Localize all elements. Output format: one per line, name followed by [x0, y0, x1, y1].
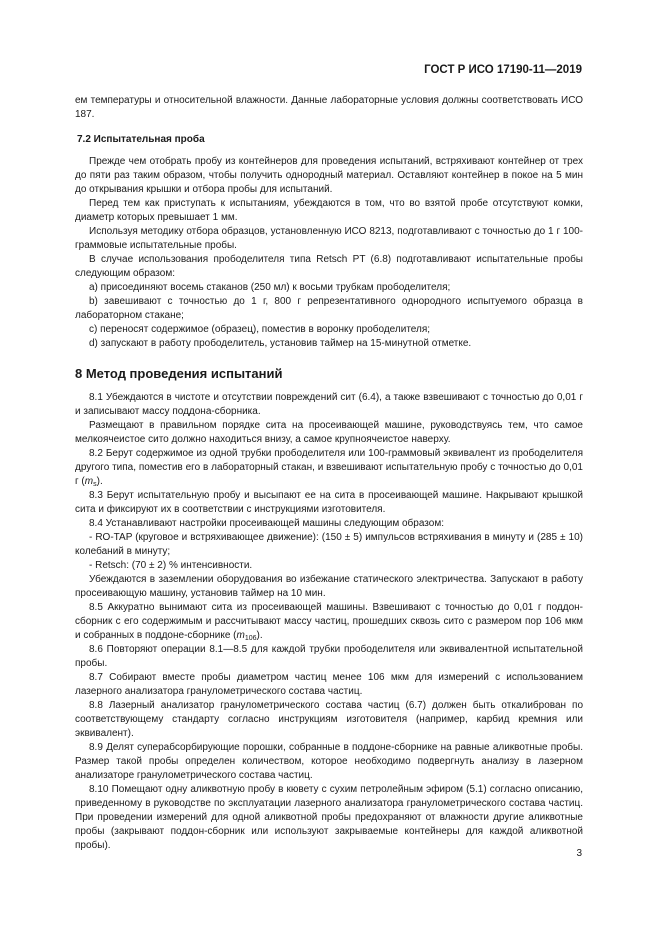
- paragraph: 8.8 Лазерный анализатор гранулометрического состава частиц (6.7) должен быть откалиброван по соответствующему стандарту согласно инструкциям изготовителя (например, карбид кремния или эквивалент).: [75, 700, 583, 739]
- document-body: [75, 94, 583, 853]
- text-run: 8.5 Аккуратно вынимают сита из просеивающей машины. Взвешивают с точностью до 0,01 г поддон-сборник с его содержимым и рассчитывают массу частиц, прошедших сквозь сито с размером пор 106 мкм и собранных в поддоне-сборнике (: [75, 602, 583, 641]
- text-run: ).: [96, 476, 103, 487]
- list-item: a) присоединяют восемь стаканов (250 мл) к восьми трубкам прободелителя;: [89, 282, 451, 293]
- paragraph: 8.3 Берут испытательную пробу и высыпают ее на сита в просеивающей машине. Накрывают крышкой сита и фиксируют их в соответствии с инструкциями изготовителя.: [75, 490, 583, 515]
- list-item: c) переносят содержимое (образец), поместив в воронку прободелителя;: [89, 324, 431, 335]
- section-heading-7-2: 7.2 Испытательная проба: [77, 134, 205, 145]
- paragraph: 8.4 Устанавливают настройки просеивающей машины следующим образом:: [89, 518, 444, 529]
- section-heading-8: 8 Метод проведения испытаний: [75, 366, 283, 381]
- text-run: ).: [256, 630, 263, 641]
- paragraph: 8.6 Повторяют операции 8.1—8.5 для каждой трубки прободелителя или эквивалентной испытательной пробы.: [75, 644, 583, 669]
- paragraph: 8.10 Помещают одну аликвотную пробу в кювету с сухим петролейным эфиром (5.1) согласно описанию, приведенному в руководстве по эксплуатации лазерного анализатора гранулометрического состава частиц. При проведении измерений для одной аликвотной пробы предохраняют от влажности другие аликвотные пробы (закрывают поддон-сборник или используют закрываемые контейнеры для каждой аликвотной пробы).: [75, 784, 583, 851]
- paragraph: [75, 601, 583, 643]
- paragraph: Прежде чем отобрать пробу из контейнеров для проведения испытаний, встряхивают контейнер от трех до пяти раз таким образом, чтобы получить однородный материал. Оставляют контейнер в покое на 5 мин до открывания крышки и отбора пробы для испытаний.: [75, 156, 583, 195]
- paragraph: 8.1 Убеждаются в чистоте и отсутствии повреждений сит (6.4), а также взвешивают с точностью до 0,01 г и записывают массу поддона-сборника.: [75, 392, 583, 417]
- paragraph: Перед тем как приступать к испытаниям, убеждаются в том, что во взятой пробе отсутствуют комки, диаметр которых превышает 1 мм.: [75, 198, 583, 223]
- paragraph: В случае использования прободелителя типа Retsch PT (6.8) подготавливают испытательные пробы следующим образом:: [75, 254, 583, 279]
- page-number: 3: [576, 848, 582, 859]
- text-run: 8.2 Берут содержимое из одной трубки прободелителя или 100-граммовый эквивалент из прободелителя другого типа, поместив его в лабораторный стакан, и взвешивают испытательную пробу с точностью до 0,01 г (: [75, 448, 583, 487]
- list-item: d) запускают в работу прободелитель, установив таймер на 15-минутной отметке.: [89, 338, 472, 349]
- mass-subscript: 106: [244, 635, 257, 642]
- paragraph: Используя методику отбора образцов, установленную ИСО 8213, подготавливают с точностью до 1 г 100-граммовые испытательные пробы.: [75, 226, 583, 251]
- list-item: b) завешивают с точностью до 1 г, 800 г репрезентативного однородного испытуемого образца в лабораторном стакане;: [75, 296, 583, 321]
- paragraph: Размещают в правильном порядке сита на просеивающей машине, руководствуясь тем, что самое мелкоячеистое сито должно находиться внизу, а самое крупноячеистое наверху.: [75, 420, 583, 445]
- document-header: ГОСТ Р ИСО 17190-11—2019: [424, 64, 582, 76]
- mass-variable: m: [236, 630, 245, 641]
- mass-variable: m: [84, 476, 94, 487]
- mass-subscript: s: [93, 481, 97, 488]
- paragraph: 8.7 Собирают вместе пробы диаметром частиц менее 106 мкм для измерений с использованием лазерного анализатора гранулометрического состава частиц.: [75, 672, 583, 697]
- paragraph: Убеждаются в заземлении оборудования во избежание статического электричества. Запускают в работу просеивающую машину, установив таймер на 10 мин.: [75, 574, 583, 599]
- list-item: - RO-TAP (круговое и встряхивающее движение): (150 ± 5) импульсов встряхивания в минуту и (285 ± 10) колебаний в минуту;: [75, 532, 583, 557]
- paragraph: 8.9 Делят суперабсорбирующие порошки, собранные в поддоне-сборнике на равные аликвотные пробы. Размер такой пробы определен количеством, которое необходимо подвергнуть анализу в лазерном анализаторе гранулометрического состава частиц.: [75, 742, 583, 781]
- paragraph: ем температуры и относительной влажности. Данные лабораторные условия должны соответствовать ИСО 187.: [75, 95, 583, 120]
- paragraph: [75, 447, 583, 489]
- list-item: - Retsch: (70 ± 2) % интенсивности.: [89, 560, 253, 571]
